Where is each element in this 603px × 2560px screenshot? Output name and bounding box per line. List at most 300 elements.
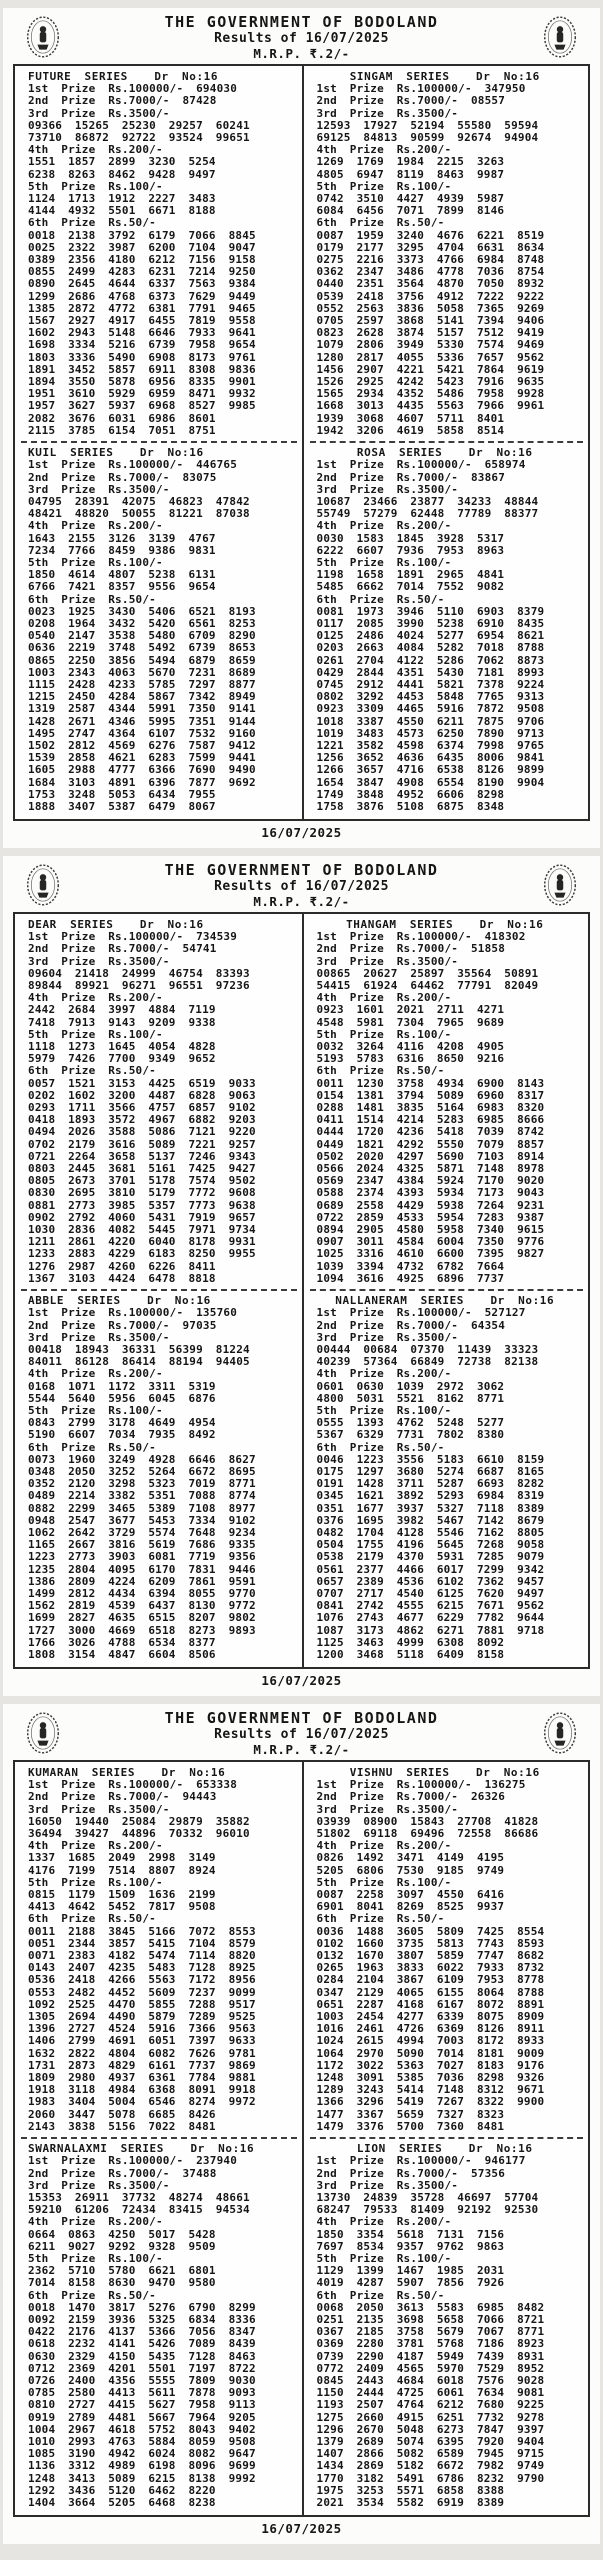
- page-title: THE GOVERNMENT OF BODOLAND: [164, 861, 439, 879]
- winning-number-row: 0923 3309 4465 5916 7872 9508: [316, 702, 545, 716]
- winning-number-row: 0561 2377 4466 6017 7299 9342: [316, 1562, 545, 1576]
- prize-label: 1st Prize Rs.100000/- 694030: [28, 82, 238, 96]
- prize-label: 2nd Prize Rs.7000/- 54741: [28, 942, 217, 956]
- winning-number-row: 1275 2660 4915 6251 7732 9278: [316, 2410, 545, 2424]
- results-date-line: Results of 16/07/2025: [214, 1727, 389, 1742]
- prize-label: 2nd Prize Rs.7000/- 37488: [28, 2166, 217, 2180]
- series-title: LION SERIES Dr No:16: [356, 2142, 533, 2156]
- winning-number-row: 1699 2827 4635 6515 8207 9802: [28, 1611, 256, 1625]
- winning-number-row: 1551 1857 2899 3230 5254: [28, 155, 216, 169]
- prize-label: 5th Prize Rs.100/-: [316, 2251, 452, 2265]
- winning-number-row: 0011 2188 3845 5166 7072 8553: [28, 1924, 256, 1938]
- winning-number-row: 0362 2347 3486 4778 7036 8754: [316, 265, 545, 279]
- winning-number-row: 0726 2400 4356 5555 7809 9030: [28, 2373, 256, 2387]
- winning-number-row: 5979 7426 7700 9349 9652: [28, 1052, 216, 1066]
- winning-number-row: 1731 2873 4829 6161 7737 9869: [28, 2058, 256, 2072]
- winning-number-row: 00444 00684 07370 11439 33323: [316, 1342, 539, 1356]
- winning-number-row: 0367 2185 3758 5679 7067 8771: [316, 2325, 545, 2339]
- winning-number-row: 0721 2264 3658 5137 7246 9343: [28, 1149, 256, 1163]
- prize-label: 6th Prize Rs.50/-: [28, 2288, 156, 2302]
- winning-number-row: 0539 2418 3756 4912 7222 9222: [316, 289, 545, 303]
- winning-number-row: 0032 3264 4116 4208 4905: [316, 1040, 505, 1054]
- winning-number-row: 1150 2444 4725 6061 7634 9081: [316, 2386, 545, 2400]
- government-emblem-icon: [542, 14, 578, 60]
- winning-number-row: 1010 2993 4763 5884 8059 9508: [28, 2434, 256, 2448]
- winning-number-row: 1479 3376 5700 7360 8481: [316, 2119, 505, 2133]
- winning-number-row: 0618 2232 4141 5426 7089 8439: [28, 2337, 256, 2351]
- prize-label: 1st Prize Rs.100000/- 658974: [316, 458, 526, 472]
- winning-number-row: 1379 2689 5074 6395 7920 9404: [316, 2434, 545, 2448]
- series-title: KUIL SERIES Dr No:16: [28, 446, 204, 460]
- prize-label: 1st Prize Rs.100000/- 446765: [28, 458, 238, 472]
- page-header: [11, 860, 592, 912]
- winning-number-row: 0489 2214 3382 5351 7088 8774: [28, 1489, 256, 1503]
- winning-number-row: 6222 6607 7936 7953 8963: [316, 543, 505, 557]
- prize-label: 4th Prize Rs.200/-: [28, 2215, 163, 2229]
- results-box: [13, 64, 590, 821]
- series-title: SWARNALAXMI SERIES Dr No:16: [28, 2142, 255, 2156]
- winning-number-row: 1266 3657 4716 6538 8126 9899: [316, 763, 545, 777]
- footer-date: 16/07/2025: [261, 2521, 342, 2537]
- winning-number-row: 0536 2418 4266 5563 7172 8956: [28, 1973, 256, 1987]
- winning-number-row: 1235 2804 4095 6170 7831 9446: [28, 1562, 256, 1576]
- prize-label: 6th Prize Rs.50/-: [316, 592, 445, 606]
- results-box: [13, 1760, 590, 2517]
- winning-number-row: 0739 2290 4187 5949 7439 8931: [316, 2349, 545, 2363]
- prize-label: 5th Prize Rs.100/-: [316, 555, 452, 569]
- series-block-swarnalaxmi: [28, 2143, 299, 2509]
- winning-number-row: 0785 2580 4413 5611 7878 9093: [28, 2386, 256, 2400]
- page-title: THE GOVERNMENT OF BODOLAND: [164, 13, 439, 31]
- prize-label: 3rd Prize Rs.3500/-: [316, 954, 459, 968]
- winning-number-row: 1809 2980 4937 6361 7784 9881: [28, 2071, 256, 2085]
- winning-number-row: 1495 2747 4364 6107 7532 9160: [28, 726, 256, 740]
- winning-number-row: 0046 1223 3556 5183 6610 8159: [316, 1452, 545, 1466]
- winning-number-row: 0841 2742 4555 6215 7671 9562: [316, 1599, 545, 1613]
- winning-number-row: 0288 1481 3835 5164 6983 8320: [316, 1101, 545, 1115]
- winning-number-row: 1406 2799 4691 6051 7397 9633: [28, 2034, 256, 2048]
- series-block-lion: [317, 2143, 586, 2509]
- winning-number-row: 0351 1677 3937 5327 7118 8389: [316, 1501, 545, 1515]
- winning-number-row: 59210 61206 72434 83415 94534: [28, 2203, 250, 2217]
- winning-number-row: 36494 39427 44896 70332 96010: [28, 1827, 250, 1841]
- winning-number-row: 1539 2858 4621 6283 7599 9441: [28, 751, 256, 765]
- winning-number-row: 1256 3652 4636 6435 8006 9841: [316, 751, 545, 765]
- prize-label: 6th Prize Rs.50/-: [316, 216, 445, 230]
- winning-number-row: 5485 6662 7014 7552 9082: [316, 580, 505, 594]
- series-separator: [21, 2137, 297, 2139]
- winning-number-row: 4413 4642 5452 7817 9508: [28, 1900, 216, 1914]
- winning-number-row: 0117 2085 3990 5238 6910 8435: [316, 616, 545, 630]
- winning-number-row: 0051 2344 3857 5415 7104 8579: [28, 1936, 256, 1950]
- winning-number-row: 00418 18943 36331 56399 81224: [28, 1342, 250, 1356]
- winning-number-row: 1094 3616 4925 6896 7737: [316, 1271, 505, 1285]
- winning-number-row: 0261 2704 4122 5286 7062 8873: [316, 653, 545, 667]
- winning-number-row: 0389 2356 4180 6212 7156 9158: [28, 253, 256, 267]
- winning-number-row: 1404 3664 5205 6468 8238: [28, 2495, 216, 2509]
- winning-number-row: 5193 5783 6316 8650 9216: [316, 1052, 505, 1066]
- winning-number-row: 1064 2970 5090 7014 8181 9009: [316, 2046, 545, 2060]
- winning-number-row: 0948 2547 3677 5453 7334 9102: [28, 1513, 256, 1527]
- winning-number-row: 10687 23466 23877 34233 48844: [316, 494, 539, 508]
- winning-number-row: 5190 6607 7034 7935 8492: [28, 1428, 216, 1442]
- winning-number-row: 0894 2905 4580 5958 7340 9615: [316, 1223, 545, 1237]
- winning-number-row: 0907 3011 4584 6004 7350 9776: [316, 1235, 545, 1249]
- series-title: VISHNU SERIES Dr No:16: [349, 1766, 540, 1779]
- winning-number-row: 0919 2789 4481 5667 7964 9205: [28, 2410, 256, 2424]
- winning-number-row: 0538 2179 4370 5931 7285 9079: [316, 1550, 545, 1564]
- prize-label: 5th Prize Rs.100/-: [316, 1027, 452, 1041]
- winning-number-row: 0018 2138 3792 6179 7066 8845: [28, 228, 256, 242]
- winning-number-row: 1018 3387 4550 6211 7875 9706: [316, 714, 545, 728]
- winning-number-row: 0855 2499 4283 6231 7214 9250: [28, 265, 256, 279]
- series-block-vishnu: [317, 1767, 586, 2133]
- prize-label: 1st Prize Rs.100000/- 136275: [316, 1778, 526, 1792]
- winning-number-row: 7697 8534 9357 9762 9863: [316, 2239, 505, 2253]
- winning-number-row: 1337 1685 2049 2998 3149: [28, 1851, 216, 1865]
- winning-number-row: 0154 1381 3794 5089 6960 8317: [316, 1088, 545, 1102]
- prize-label: 6th Prize Rs.50/-: [316, 1064, 445, 1078]
- government-emblem-icon: [25, 862, 61, 908]
- prize-label: 1st Prize Rs.100000/- 418302: [316, 930, 526, 944]
- prize-label: 3rd Prize Rs.3500/-: [316, 106, 459, 120]
- winning-number-row: 0352 2120 3298 5323 7019 8771: [28, 1477, 256, 1491]
- winning-number-row: 04795 28391 42075 46823 47842: [28, 494, 250, 508]
- winning-number-row: 0502 2020 4297 5690 7103 8914: [316, 1149, 545, 1163]
- header-text: [61, 861, 542, 909]
- winning-number-row: 1698 3334 5216 6739 7958 9654: [28, 338, 256, 352]
- winning-number-row: 0815 1179 1509 1636 2199: [28, 1888, 216, 1902]
- winning-number-row: 1003 2343 4063 5670 7231 8689: [28, 665, 256, 679]
- winning-number-row: 1850 4614 4807 5238 6131: [28, 568, 216, 582]
- prize-label: 2nd Prize Rs.7000/- 97035: [28, 1318, 217, 1332]
- series-block-abble: [28, 1295, 299, 1661]
- winning-number-row: 0494 2026 3588 5086 7121 9220: [28, 1125, 256, 1139]
- prize-label: 6th Prize Rs.50/-: [316, 1912, 445, 1926]
- series-title: ABBLE SERIES Dr No:16: [28, 1294, 211, 1308]
- winning-number-row: 6084 6456 7071 7899 8146: [316, 204, 505, 218]
- series-title: SINGAM SERIES Dr No:16: [349, 70, 540, 83]
- prize-label: 4th Prize Rs.200/-: [28, 519, 163, 533]
- government-emblem-icon: [542, 862, 578, 908]
- winning-number-row: 0865 2250 3856 5494 6879 8659: [28, 653, 256, 667]
- prize-label: 2nd Prize Rs.7000/- 57356: [316, 2166, 506, 2180]
- series-separator: [310, 1289, 584, 1291]
- winning-number-row: 15353 26911 37732 48274 48661: [28, 2190, 250, 2204]
- winning-number-row: 0284 2104 3867 6109 7953 8778: [316, 1973, 545, 1987]
- winning-number-row: 1758 3876 5108 6875 8348: [316, 799, 505, 813]
- winning-number-row: 1434 2869 5182 6672 7982 9749: [316, 2459, 545, 2473]
- winning-number-row: 0845 2443 4684 6018 7576 9028: [316, 2373, 545, 2387]
- winning-number-row: 5205 6806 7530 9185 9749: [316, 1863, 505, 1877]
- winning-number-row: 0707 2717 4540 6125 7620 9497: [316, 1586, 545, 1600]
- winning-number-row: 0011 1230 3758 4934 6900 8143: [316, 1076, 545, 1090]
- winning-number-row: 2021 3534 5582 6919 8389: [316, 2495, 505, 2509]
- winning-number-row: 1942 3206 4619 5858 8514: [316, 423, 505, 437]
- winning-number-row: 0482 1704 4128 5546 7162 8805: [316, 1525, 545, 1539]
- winning-number-row: 03939 08900 15843 27708 41828: [316, 1814, 539, 1828]
- winning-number-row: 0555 1393 4762 5248 5277: [316, 1416, 505, 1430]
- winning-number-row: 1565 2934 4352 5486 7958 9928: [316, 387, 545, 401]
- winning-number-row: 1605 2988 4777 6366 7690 9490: [28, 763, 256, 777]
- winning-number-row: 0745 2912 4441 5821 7378 9224: [316, 677, 545, 691]
- winning-number-row: 1366 3296 5419 7267 8322 9900: [316, 2095, 545, 2109]
- winning-number-row: 6901 8041 8269 8525 9937: [316, 1900, 505, 1914]
- winning-number-row: 1602 2943 5148 6646 7933 9641: [28, 326, 256, 340]
- footer-date: 16/07/2025: [261, 825, 342, 841]
- winning-number-row: 1233 2883 4229 6183 8250 9955: [28, 1247, 256, 1261]
- winning-number-row: 1891 3452 5857 6911 8308 9836: [28, 362, 256, 376]
- winning-number-row: 4805 6947 8119 8463 9987: [316, 167, 505, 181]
- winning-number-row: 0376 1695 3982 5467 7142 8679: [316, 1513, 545, 1527]
- winning-number-row: 1198 1658 1891 2965 4841: [316, 568, 505, 582]
- prize-label: 4th Prize Rs.200/-: [316, 1839, 452, 1853]
- series-title: FUTURE SERIES Dr No:16: [28, 70, 219, 83]
- series-block-thangam: [317, 919, 586, 1285]
- winning-number-row: 2442 2684 3997 4884 7119: [28, 1003, 216, 1017]
- winning-number-row: 0411 1514 4214 5283 6985 8666: [316, 1113, 545, 1127]
- winning-number-row: 0125 2486 4024 5277 6954 8621: [316, 629, 545, 643]
- winning-number-row: 0664 0863 4250 5017 5428: [28, 2227, 216, 2241]
- winning-number-row: 1124 1713 1912 2227 3483: [28, 192, 216, 206]
- prize-label: 3rd Prize Rs.3500/-: [28, 1330, 170, 1344]
- prize-label: 1st Prize Rs.100000/- 946177: [316, 2154, 526, 2168]
- prize-label: 4th Prize Rs.200/-: [316, 991, 452, 1005]
- winning-number-row: 6766 7421 8357 9556 9654: [28, 580, 216, 594]
- winning-number-row: 0689 2558 4429 5938 7264 9231: [316, 1198, 545, 1212]
- winning-number-row: 0422 2176 4137 5366 7056 8347: [28, 2325, 256, 2339]
- winning-number-row: 0030 1583 1845 3928 5317: [316, 531, 505, 545]
- winning-number-row: 6238 8263 8462 9428 9497: [28, 167, 216, 181]
- winning-number-row: 0923 1601 2021 2711 4271: [316, 1003, 505, 1017]
- winning-number-row: 0504 1755 4196 5645 7268 9058: [316, 1538, 545, 1552]
- winning-number-row: 1526 2925 4242 5423 7916 9635: [316, 375, 545, 389]
- prize-label: 4th Prize Rs.200/-: [28, 1839, 163, 1853]
- winning-number-row: 0553 2482 4452 5609 7237 9099: [28, 1985, 256, 1999]
- winning-number-row: 0018 1470 3817 5276 6790 8299: [28, 2300, 256, 2314]
- prize-label: 2nd Prize Rs.7000/- 87428: [28, 94, 217, 108]
- winning-number-row: 1502 2812 4569 6276 7587 9412: [28, 738, 256, 752]
- series-title: KUMARAN SERIES Dr No:16: [28, 1766, 226, 1779]
- winning-number-row: 0636 2219 3748 5492 6739 8653: [28, 641, 256, 655]
- prize-label: 1st Prize Rs.100000/- 653338: [28, 1778, 238, 1792]
- prize-label: 6th Prize Rs.50/-: [316, 2288, 445, 2302]
- series-separator: [21, 1289, 297, 1291]
- prize-label: 5th Prize Rs.100/-: [28, 555, 163, 569]
- winning-number-row: 0444 1720 4236 5418 7039 8742: [316, 1125, 545, 1139]
- winning-number-row: 1215 2450 4284 5867 7342 8949: [28, 690, 256, 704]
- prize-label: 5th Prize Rs.100/-: [28, 2251, 163, 2265]
- winning-number-row: 2082 3676 6031 6986 8601: [28, 411, 216, 425]
- winning-number-row: 0882 2299 3465 5389 7108 8977: [28, 1501, 256, 1515]
- winning-number-row: 00865 20627 25897 35564 50891: [316, 966, 539, 980]
- prize-label: 4th Prize Rs.200/-: [28, 991, 163, 1005]
- prize-label: 3rd Prize Rs.3500/-: [28, 954, 170, 968]
- prize-label: 3rd Prize Rs.3500/-: [28, 2178, 170, 2192]
- winning-number-row: 0902 2792 4060 5431 7919 9657: [28, 1210, 256, 1224]
- prize-label: 2nd Prize Rs.7000/- 08557: [316, 94, 506, 108]
- winning-number-row: 0057 1521 3153 4425 6519 9033: [28, 1076, 256, 1090]
- winning-number-row: 0830 2695 3810 5179 7772 9608: [28, 1186, 256, 1200]
- winning-number-row: 1004 2967 4618 5752 8043 9402: [28, 2422, 256, 2436]
- winning-number-row: 0630 2329 4150 5435 7128 8463: [28, 2349, 256, 2363]
- winning-number-row: 1025 3316 4610 6600 7395 9827: [316, 1247, 545, 1261]
- winning-number-row: 0345 1621 3892 5293 6984 8319: [316, 1489, 545, 1503]
- winning-number-row: 1299 2686 4768 6373 7629 9449: [28, 289, 256, 303]
- winning-number-row: 1850 3354 5618 7131 7156: [316, 2227, 505, 2241]
- winning-number-row: 5367 6329 7731 7802 8380: [316, 1428, 505, 1442]
- results-page-1: [3, 8, 600, 848]
- winning-number-row: 1292 3436 5120 6462 8220: [28, 2483, 216, 2497]
- winning-number-row: 1456 2907 4221 5421 7864 9619: [316, 362, 545, 376]
- winning-number-row: 0826 1492 3471 4149 4195: [316, 1851, 505, 1865]
- header-text: [61, 13, 542, 61]
- winning-number-row: 1975 3253 5571 6858 8388: [316, 2483, 505, 2497]
- winning-number-row: 09604 21418 24999 46754 83393: [28, 966, 250, 980]
- winning-number-row: 1280 2817 4055 5336 7657 9562: [316, 350, 545, 364]
- winning-number-row: 1211 2861 4220 6040 8178 9931: [28, 1235, 256, 1249]
- winning-number-row: 0208 1964 3432 5420 6561 8253: [28, 616, 256, 630]
- prize-label: 1st Prize Rs.100000/- 527127: [316, 1306, 526, 1320]
- winning-number-row: 0081 1973 3946 5110 6903 8379: [316, 604, 545, 618]
- prize-label: 2nd Prize Rs.7000/- 51858: [316, 942, 506, 956]
- winning-number-row: 0601 0630 1039 2972 3062: [316, 1379, 505, 1393]
- government-emblem-icon: [25, 1710, 61, 1756]
- results-page-3: [3, 1704, 600, 2544]
- results-box: [13, 912, 590, 1669]
- winning-number-row: 0569 2347 4384 5924 7170 9020: [316, 1174, 545, 1188]
- results-column-left: [15, 1762, 302, 2515]
- series-block-dear: [28, 919, 299, 1285]
- prize-label: 5th Prize Rs.100/-: [28, 1403, 163, 1417]
- prize-label: 5th Prize Rs.100/-: [316, 1875, 452, 1889]
- winning-number-row: 1136 3312 4989 6198 8096 9699: [28, 2459, 256, 2473]
- winning-number-row: 1727 3000 4669 6518 8273 9893: [28, 1623, 256, 1637]
- winning-number-row: 1016 2461 4726 6369 8126 8911: [316, 2022, 545, 2036]
- winning-number-row: 7418 7913 9143 9209 9338: [28, 1015, 216, 1029]
- winning-number-row: 4176 7199 7514 8807 8924: [28, 1863, 216, 1877]
- prize-label: 4th Prize Rs.200/-: [316, 519, 452, 533]
- winning-number-row: 0203 2663 4084 5282 7018 8788: [316, 641, 545, 655]
- winning-number-row: 0265 1963 3833 6022 7933 8732: [316, 1961, 545, 1975]
- series-separator: [310, 441, 584, 443]
- winning-number-row: 0712 2369 4201 5501 7197 8722: [28, 2361, 256, 2375]
- winning-number-row: 13730 24839 35728 46697 57704: [316, 2190, 539, 2204]
- winning-number-row: 0805 2673 3701 5178 7574 9502: [28, 1174, 256, 1188]
- winning-number-row: 0168 1071 1172 3311 5319: [28, 1379, 216, 1393]
- results-date-line: Results of 16/07/2025: [214, 879, 389, 894]
- winning-number-row: 0073 1960 3249 4928 6646 8627: [28, 1452, 256, 1466]
- winning-number-row: 16050 19440 25084 29879 35882: [28, 1814, 250, 1828]
- winning-number-row: 1085 3190 4942 6024 8082 9647: [28, 2447, 256, 2461]
- winning-number-row: 1039 3394 4732 6782 7664: [316, 1259, 505, 1273]
- winning-number-row: 0347 2129 4065 6155 8064 8788: [316, 1985, 545, 1999]
- winning-number-row: 1562 2819 4539 6437 8130 9772: [28, 1599, 256, 1613]
- winning-number-row: 1125 3463 4999 6308 8092: [316, 1635, 505, 1649]
- prize-label: 6th Prize Rs.50/-: [316, 1440, 445, 1454]
- winning-number-row: 0651 2287 4168 6167 8072 8891: [316, 1997, 545, 2011]
- prize-label: 5th Prize Rs.100/-: [28, 1875, 163, 1889]
- winning-number-row: 1276 2987 4260 6226 8411: [28, 1259, 216, 1273]
- winning-number-row: 09366 15265 25230 29257 60241: [28, 118, 250, 132]
- prize-label: 3rd Prize Rs.3500/-: [316, 2178, 459, 2192]
- winning-number-row: 0179 2177 3295 4704 6631 8634: [316, 240, 545, 254]
- winning-number-row: 0092 2159 3936 5325 6834 8336: [28, 2312, 256, 2326]
- winning-number-row: 0348 2050 3252 5264 6672 8695: [28, 1464, 256, 1478]
- winning-number-row: 0175 1297 3680 5274 6687 8165: [316, 1464, 545, 1478]
- winning-number-row: 1305 2694 4490 5879 7289 9525: [28, 2010, 256, 2024]
- prize-label: 6th Prize Rs.50/-: [28, 1064, 156, 1078]
- winning-number-row: 1894 3550 5878 6956 8335 9901: [28, 375, 256, 389]
- prize-label: 3rd Prize Rs.3500/-: [28, 1802, 170, 1816]
- winning-number-row: 0657 2389 4536 6102 7362 9457: [316, 1574, 545, 1588]
- winning-number-row: 0705 2597 3868 5141 7394 9406: [316, 314, 545, 328]
- prize-label: 3rd Prize Rs.3500/-: [316, 1330, 459, 1344]
- prize-label: 4th Prize Rs.200/-: [316, 1367, 452, 1381]
- winning-number-row: 1632 2822 4804 6082 7626 9781: [28, 2046, 256, 2060]
- winning-number-row: 0071 2383 4182 5474 7114 8820: [28, 1949, 256, 1963]
- winning-number-row: 1386 2809 4224 6209 7861 9591: [28, 1574, 256, 1588]
- winning-number-row: 1951 3610 5929 6959 8471 9932: [28, 387, 256, 401]
- winning-number-row: 1296 2670 5048 6273 7847 9397: [316, 2422, 545, 2436]
- prize-label: 3rd Prize Rs.3500/-: [28, 106, 170, 120]
- winning-number-row: 1753 3248 5053 6434 7955: [28, 787, 216, 801]
- prize-label: 3rd Prize Rs.3500/-: [316, 1802, 459, 1816]
- winning-number-row: 1092 2525 4470 5855 7288 9517: [28, 1997, 256, 2011]
- government-emblem-icon: [25, 14, 61, 60]
- series-title: ROSA SERIES Dr No:16: [356, 446, 533, 460]
- winning-number-row: 0251 2135 3698 5658 7066 8721: [316, 2312, 545, 2326]
- winning-number-row: 1766 3026 4788 6534 8377: [28, 1635, 216, 1649]
- winning-number-row: 1062 2642 3729 5574 7648 9234: [28, 1525, 256, 1539]
- winning-number-row: 0293 1711 3566 4757 6857 9102: [28, 1101, 256, 1115]
- winning-number-row: 1118 1273 1645 4054 4828: [28, 1040, 216, 1054]
- winning-number-row: 1567 2927 4917 6455 7819 9558: [28, 314, 256, 328]
- winning-number-row: 0202 1602 3200 4487 6828 9063: [28, 1088, 256, 1102]
- prize-label: 5th Prize Rs.100/-: [28, 179, 163, 193]
- winning-number-row: 0036 1488 3605 5809 7425 8554: [316, 1924, 545, 1938]
- winning-number-row: 0742 3510 4427 4939 5987: [316, 192, 505, 206]
- winning-number-row: 0588 2374 4393 5934 7173 9043: [316, 1186, 545, 1200]
- winning-number-row: 1684 3103 4891 6396 7877 9692: [28, 775, 256, 789]
- winning-number-row: 1808 3154 4847 6604 8506: [28, 1647, 216, 1661]
- mrp-line: M.R.P. ₹.2/-: [253, 1742, 350, 1757]
- prize-label: 1st Prize Rs.100000/- 237940: [28, 2154, 238, 2168]
- winning-number-row: 1129 1399 1467 1985 2031: [316, 2264, 505, 2278]
- government-emblem-icon: [542, 1710, 578, 1756]
- prize-label: 1st Prize Rs.100000/- 135760: [28, 1306, 238, 1320]
- winning-number-row: 55749 57279 62448 77789 88377: [316, 507, 539, 521]
- winning-number-row: 1396 2727 4524 5916 7366 9563: [28, 2022, 256, 2036]
- winning-number-row: 7234 7766 8459 9386 9831: [28, 543, 216, 557]
- prize-label: 6th Prize Rs.50/-: [28, 1440, 156, 1454]
- winning-number-row: 0429 2844 4351 5430 7181 8993: [316, 665, 545, 679]
- series-block-nallaneram: [317, 1295, 586, 1661]
- winning-number-row: 1115 2428 4233 5785 7297 8877: [28, 677, 256, 691]
- results-date-line: Results of 16/07/2025: [214, 31, 389, 46]
- winning-number-row: 0540 2147 3538 5480 6709 8290: [28, 629, 256, 643]
- prize-label: 3rd Prize Rs.3500/-: [316, 482, 459, 496]
- winning-number-row: 0191 1428 3711 5287 6693 8282: [316, 1477, 545, 1491]
- winning-number-row: 1024 2615 4994 7003 8172 8933: [316, 2034, 545, 2048]
- winning-number-row: 1668 3013 4435 5563 7966 9961: [316, 399, 545, 413]
- prize-label: 2nd Prize Rs.7000/- 26326: [316, 1790, 506, 1804]
- winning-number-row: 1939 3068 4607 5711 8401: [316, 411, 505, 425]
- winning-number-row: 1003 2454 4277 6339 8075 8909: [316, 2010, 545, 2024]
- series-block-kuil: [28, 447, 299, 813]
- winning-number-row: 1165 2667 3816 5619 7686 9335: [28, 1538, 256, 1552]
- winning-number-row: 0881 2773 3985 5357 7773 9638: [28, 1198, 256, 1212]
